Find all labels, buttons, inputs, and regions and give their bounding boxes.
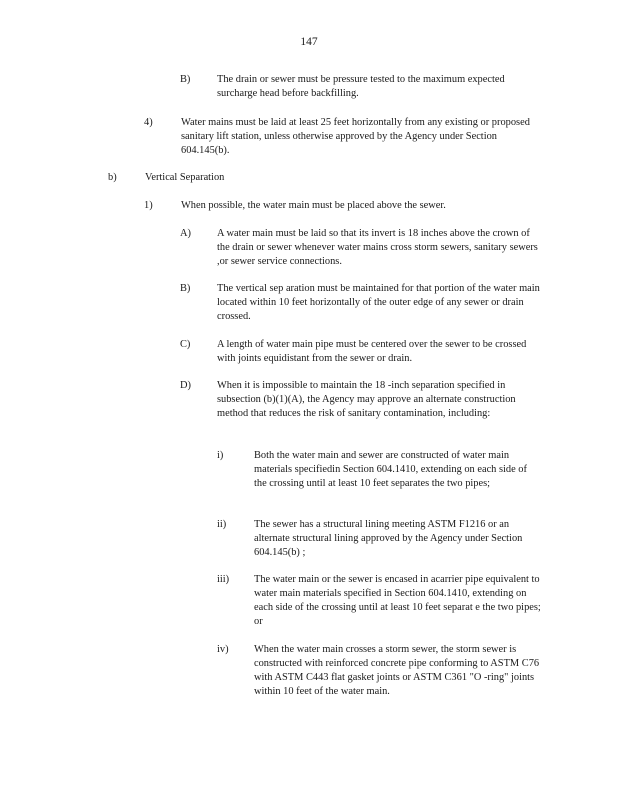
item-text-A: A water main must be laid so that its invert is 18 inches above the crown of the drain or sewer whenever water mains cross storm sewers, sanitary sewers ,or sewer service connections.	[217, 228, 538, 267]
item-label-D: D)	[180, 380, 191, 391]
item-label-1: 1)	[144, 200, 153, 211]
item-label-A: A)	[180, 228, 191, 239]
item-text-4: Water mains must be laid at least 25 feet horizontally from any existing or proposed sanitary lift station, unless otherwise approved by the Agency under Section 604.145(b).	[181, 117, 530, 156]
item-label-iv: iv)	[217, 644, 229, 655]
item-label-iii: iii)	[217, 574, 230, 585]
item-label-C: C)	[180, 339, 191, 350]
item-text-D: When it is impossible to maintain the 18 -inch separation specified in subsection (b)(1)(A), the Agency may approve an alternate construction method that reduces the risk of sanitary contamination, including:	[217, 380, 516, 419]
section-heading-b: Vertical Separation	[145, 172, 225, 183]
item-text-B: The vertical sep aration must be maintained for that portion of the water main located within 10 feet horizontally of the outer edge of any sewer or drain crossed.	[217, 283, 540, 322]
item-text-B-pressure: The drain or sewer must be pressure tested to the maximum expected surcharge head before backfilling.	[217, 74, 505, 99]
item-text-i: Both the water main and sewer are constructed of water main materials specifiedin Section 604.1410, extending on each side of the crossing until at least 10 feet separates the two pipes;	[254, 450, 527, 489]
item-label-B: B)	[180, 283, 191, 294]
item-text-iv: When the water main crosses a storm sewer, the storm sewer is constructed with reinforced concrete pipe conforming to ASTM C76 with ASTM C443 flat gasket joints or ASTM C361 "O -ring" joints within 10 feet of the water main.	[254, 644, 540, 697]
item-label-i: i)	[217, 450, 224, 461]
section-label-b: b)	[108, 172, 117, 183]
item-text-ii: The sewer has a structural lining meeting ASTM F1216 or an alternate structural lining approved by the Agency under Section 604.145(b) ;	[254, 519, 523, 558]
page-number: 147	[300, 36, 318, 48]
item-label-4: 4)	[144, 117, 153, 128]
item-text-C: A length of water main pipe must be centered over the sewer to be crossed with joints equidistant from the sewer or drain.	[217, 339, 527, 364]
item-text-1: When possible, the water main must be placed above the sewer.	[181, 200, 446, 211]
item-label-B-pressure: B)	[180, 74, 191, 85]
item-text-iii: The water main or the sewer is encased in acarrier pipe equivalent to water main materials specified in Section 604.1410, extending on each side of the crossing until at least 10 feet separat e the two pipes; or	[254, 574, 541, 627]
item-label-ii: ii)	[217, 519, 227, 530]
